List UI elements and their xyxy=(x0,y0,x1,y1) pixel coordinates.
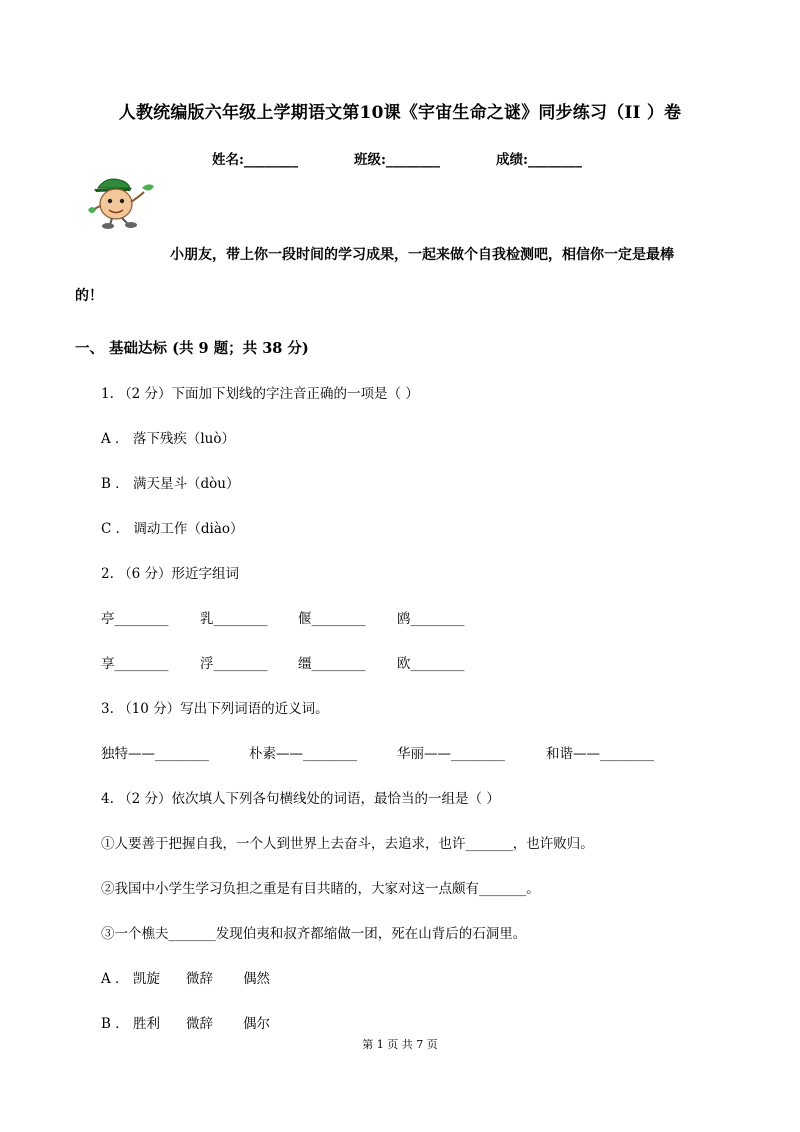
q2-blank-5: 享________ xyxy=(101,656,169,672)
question-1-option-b: B ． 满天星斗（dòu） xyxy=(101,476,240,492)
q4-option-b-word-3: 偶尔 xyxy=(243,1016,270,1032)
q2-blank-1: 亭________ xyxy=(101,611,169,627)
q2-blank-3: 偃________ xyxy=(298,611,366,627)
q2-blank-7: 缰________ xyxy=(298,656,366,672)
intro-text-line2: 的！ xyxy=(75,288,103,304)
q4-sentence-2: ②我国中小学生学习负担之重是有目共睹的，大家对这一点颇有_______。 xyxy=(101,881,540,897)
q3-item-4: 和谐——________ xyxy=(546,746,654,762)
question-1-stem: 1. （2 分）下面加下划线的字注音正确的一项是（ ） xyxy=(101,386,419,402)
question-1-option-a: A ． 落下残疾（luò） xyxy=(101,431,235,447)
q4-option-b-label: B ． 胜利 xyxy=(101,1016,161,1032)
q2-blank-6: 浮________ xyxy=(200,656,268,672)
q4-option-a-word-2: 微辞 xyxy=(186,971,213,987)
page-footer: 第 1 页 共 7 页 xyxy=(362,1038,438,1051)
q3-item-3: 华丽——________ xyxy=(397,746,505,762)
q3-item-2: 朴素——________ xyxy=(249,746,357,762)
q4-option-a-word-3: 偶然 xyxy=(243,971,270,987)
intro-text-line1: 小朋友，带上你一段时间的学习成果，一起来做个自我检测吧，相信你一定是最棒 xyxy=(170,247,674,263)
question-1-option-c: C ． 调动工作（diào） xyxy=(101,521,244,537)
q4-option-a-label: A ． 凯旋 xyxy=(101,971,160,987)
question-2-stem: 2. （6 分）形近字组词 xyxy=(101,566,240,582)
q2-blank-8: 欧________ xyxy=(397,656,465,672)
q3-item-1: 独特——________ xyxy=(101,746,209,762)
q4-sentence-1: ①人要善于把握自我，一个人到世界上去奋斗，去追求，也许_______，也许败归。 xyxy=(101,836,594,852)
q2-blank-2: 乳________ xyxy=(200,611,268,627)
name-field-label: 姓名:________ xyxy=(212,152,298,168)
q4-option-b-word-2: 微辞 xyxy=(186,1016,213,1032)
cartoon-mascot-icon xyxy=(84,174,160,230)
page-title: 人教统编版六年级上学期语文第10课《宇宙生命之谜》同步练习（II ）卷 xyxy=(118,103,682,123)
q2-blank-4: 鸥________ xyxy=(397,611,465,627)
question-4-stem: 4. （2 分）依次填人下列各句横线处的词语，最恰当的一组是（ ） xyxy=(101,791,500,807)
class-field-label: 班级:________ xyxy=(354,152,440,168)
section-heading: 一、 基础达标 (共 9 题；共 38 分) xyxy=(75,340,309,357)
question-3-stem: 3. （10 分）写出下列词语的近义词。 xyxy=(101,701,329,717)
q4-sentence-3: ③一个樵夫_______发现伯夷和叔齐都缩做一团，死在山背后的石洞里。 xyxy=(101,926,527,942)
score-field-label: 成绩:________ xyxy=(496,152,582,168)
